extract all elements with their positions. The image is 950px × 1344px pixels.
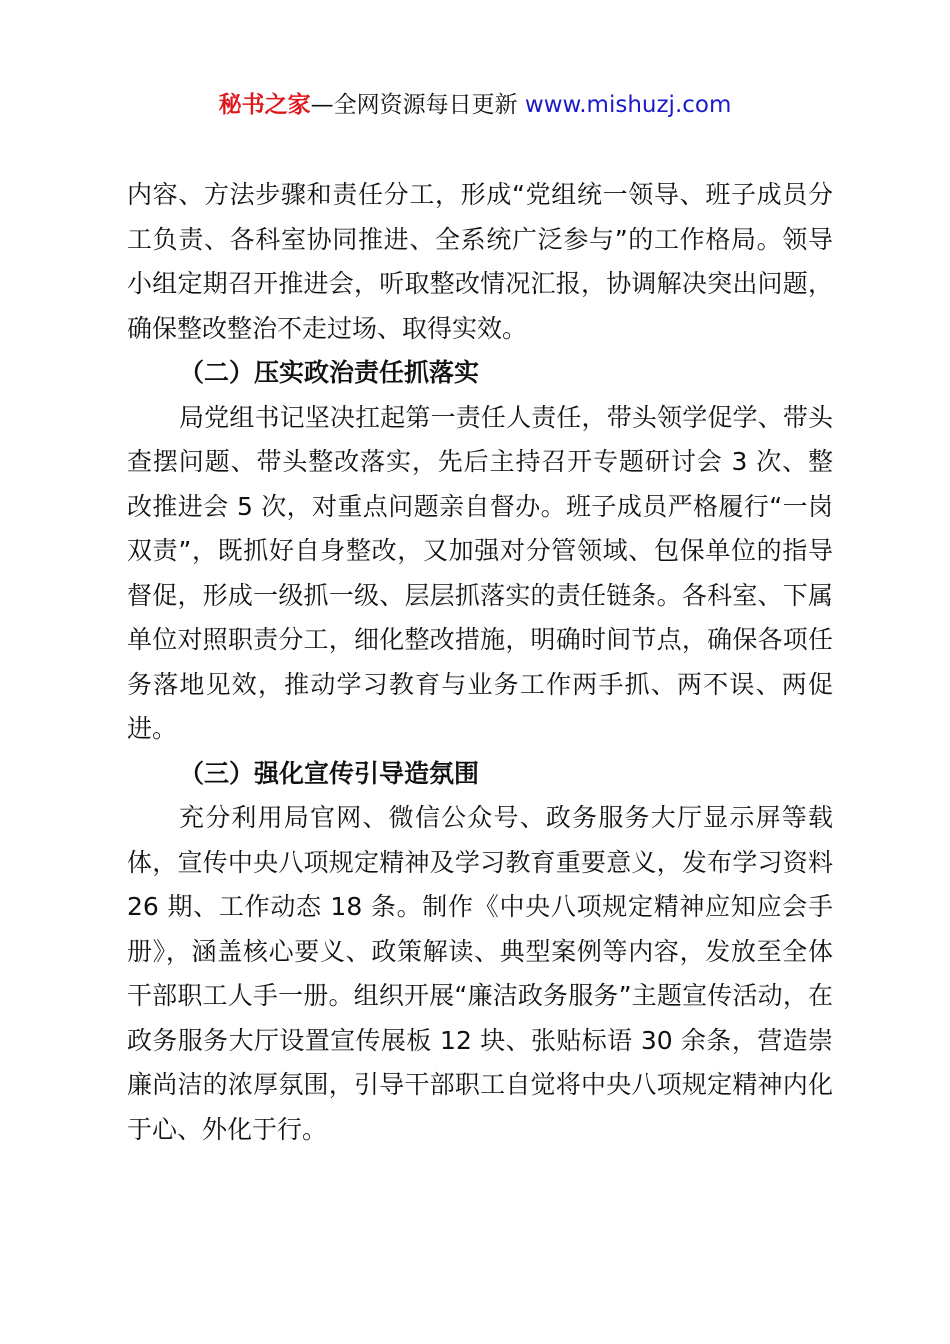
section-heading-3: （三）强化宣传引导造氛围 [179, 758, 480, 788]
section-3-paragraph: 充分利用局官网、微信公众号、政务服务大厅显示屏等载体，宣传中央八项规定精神及学习教育重要意义，发布学习资料 26 期、工作动态 18 条。制作《中央八项规定精神应知应会手册》，涵盖核心要义、政策解读、典型案例等内容，发放至全体干部职工人手一册。组织开展“廉洁政务服务”主题宣传活动，在政务服务大厅设置宣传展板 12 块、张贴标语 30 余条，营造崇廉尚洁的浓厚氛围，引导干部职工自觉将中央八项规定精神内化于心、外化于行。 [127, 803, 833, 1144]
section-2-paragraph: 局党组书记坚决扛起第一责任人责任，带头领学促学、带头查摆问题、带头整改落实，先后主持召开专题研讨会 3 次、整改推进会 5 次，对重点问题亲自督办。班子成员严格履行“一岗双责”，既抓好自身整改，又加强对分管领域、包保单位的指导督促，形成一级抓一级、层层抓落实的责任链条。各科室、下属单位对照职责分工，细化整改措施，明确时间节点，确保各项任务落地见效，推动学习教育与业务工作两手抓、两不误、两促进。 [127, 402, 833, 743]
site-url: www.mishuzj.com [524, 92, 732, 118]
section-heading-2: （二）压实政治责任抓落实 [179, 358, 480, 387]
header-tagline: —全网资源每日更新 [310, 92, 525, 118]
continuation-paragraph: 内容、方法步骤和责任分工，形成“党组统一领导、班子成员分工负责、各科室协同推进、全系统广泛参与”的工作格局。领导小组定期召开推进会，听取整改情况汇报，协调解决突出问题，确保整改整治不走过场、取得实效。 [127, 180, 833, 343]
brand-name: 秘书之家 [218, 92, 311, 118]
document-body [127, 173, 833, 1152]
site-header [0, 88, 950, 122]
